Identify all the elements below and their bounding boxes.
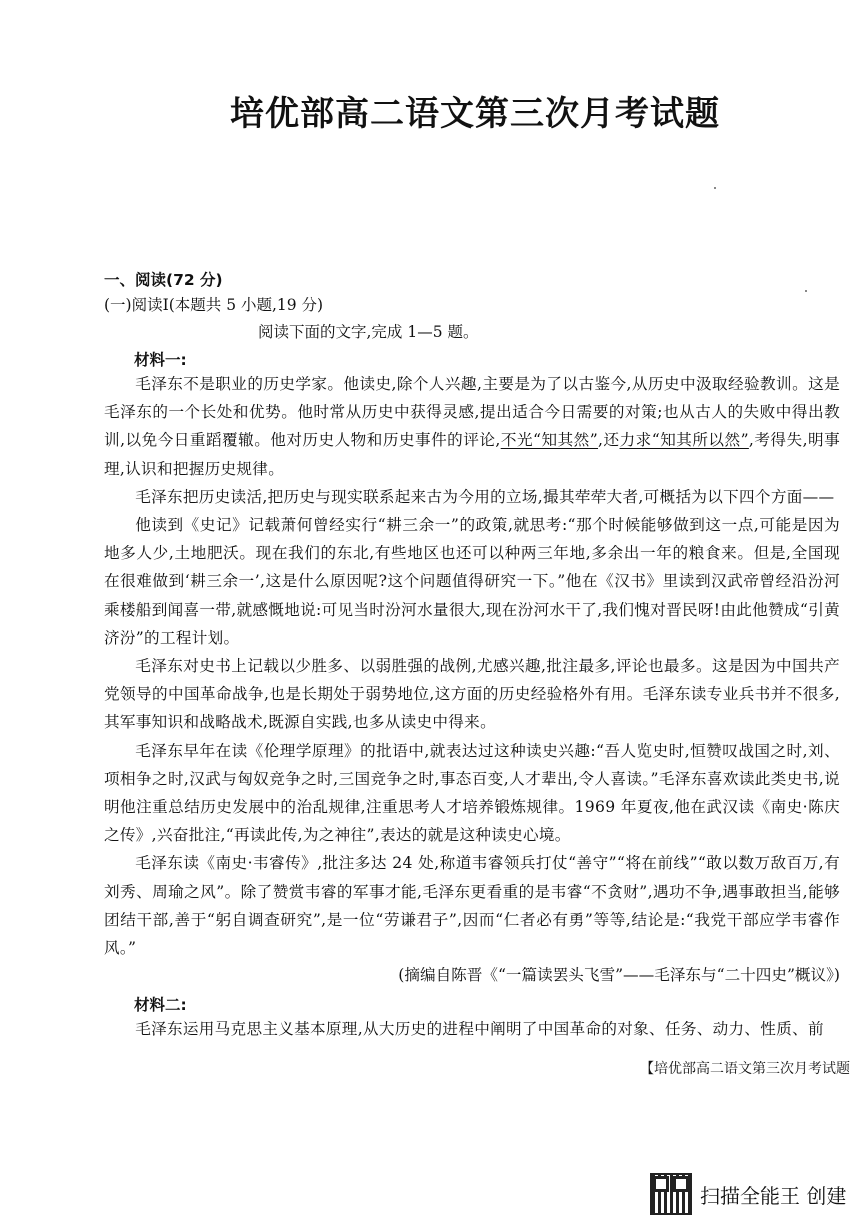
- page-title: 培优部高二语文第三次月考试题: [230, 94, 720, 134]
- subsection-heading: (一)阅读Ⅰ(本题共 5 小题,19 分): [104, 296, 324, 314]
- underlined-phrase: 力求“知其所以然”: [619, 431, 749, 450]
- material1-paragraph: 毛泽东早年在读《伦理学原理》的批语中,就表达过这种读史兴趣:“吾人览史时,恒赞叹战国之时,刘、项相争之时,汉武与匈奴竞争之时,三国竞争之时,事态百变,人才辈出,令人喜读。”毛泽东喜欢读此类史书,说明他注重总结历史发展中的治乱规律,注重思考人才培养锻炼规律。1969 年夏夜,他在武汉读《南史·陈庆之传》,兴奋批注,“再读此传,为之神往”,表达的就是这种读史心境。: [104, 741, 840, 845]
- material1-paragraph: [104, 370, 840, 483]
- instruction-text: 阅读下面的文字,完成 1—5 题。: [258, 323, 479, 341]
- material1-body: [104, 370, 840, 962]
- section-heading: 一、阅读(72 分): [104, 271, 223, 289]
- page-footer: 【培优部高二语文第三次月考试题: [640, 1061, 850, 1077]
- paragraph-text: ,考得失,明事理,认识和把握历史规律。: [104, 431, 840, 478]
- paragraph-text: 毛泽东不是职业的历史学家。他读史,除个人兴趣,主要是为了以古鉴今,从历史中汲取经验教训。这是毛泽东的一个长处和优势。他时常从历史中获得灵感,提出适合今日需要的对策;也从古人的失败中得出教训,以免今日重蹈覆辙。他对历史人物和历史事件的评论,: [104, 375, 840, 450]
- scan-speck: [714, 187, 716, 189]
- material1-paragraph: 毛泽东对史书上记载以少胜多、以弱胜强的战例,尤感兴趣,批注最多,评论也最多。这是因为中国共产党领导的中国革命战争,也是长期处于弱势地位,这方面的历史经验格外有用。毛泽东读专业兵书并不很多,其军事知识和战略战术,既源自实践,也多从读史中得来。: [104, 657, 840, 732]
- material1-label: 材料一:: [134, 351, 187, 369]
- material1-paragraph: 毛泽东读《南史·韦睿传》,批注多达 24 处,称道韦睿领兵打仗“善守”“将在前线”“敢以数万敌百万,有刘秀、周瑜之风”。除了赞赏韦睿的军事才能,毛泽东更看重的是韦睿“不贪财”,遇功不争,遇事敢担当,能够团结干部,善于“躬自调查研究”,是一位“劳谦君子”,因而“仁者必有勇”等等,结论是:“我党干部应学韦睿作风。”: [104, 854, 840, 958]
- qr-code-icon: [650, 1173, 692, 1215]
- source-citation: (摘编自陈晋《“一篇读罢头飞雪”——毛泽东与“二十四史”概议》): [398, 966, 840, 984]
- paragraph-text: ,还: [598, 431, 620, 450]
- material1-paragraph: 毛泽东把历史读活,把历史与现实联系起来古为今用的立场,撮其荦荦大者,可概括为以下四个方面——: [135, 487, 835, 506]
- underlined-phrase: 不光“知其然”: [500, 431, 599, 450]
- material1-paragraph: 他读到《史记》记载萧何曾经实行“耕三余一”的政策,就思考:“那个时候能够做到这一点,可能是因为地多人少,土地肥沃。现在我们的东北,有些地区也还可以种两三年地,多余出一年的粮食来。但是,全国现在很难做到‘耕三余一’,这是什么原因呢?这个问题值得研究一下。”他在《汉书》里读到汉武帝曾经沿汾河乘楼船到闻喜一带,就感慨地说:可见当时汾河水量很大,现在汾河水干了,我们愧对晋民呀!由此他赞成“引黄济汾”的工程计划。: [104, 516, 840, 647]
- scanner-watermark: [650, 1173, 846, 1215]
- material2-body: [104, 1015, 840, 1043]
- scan-speck: [805, 290, 807, 292]
- scanner-label: 扫描全能王 创建: [700, 1183, 847, 1208]
- material2-paragraph: 毛泽东运用马克思主义基本原理,从大历史的进程中阐明了中国革命的对象、任务、动力、性质、前: [135, 1020, 824, 1038]
- material2-label: 材料二:: [134, 996, 187, 1014]
